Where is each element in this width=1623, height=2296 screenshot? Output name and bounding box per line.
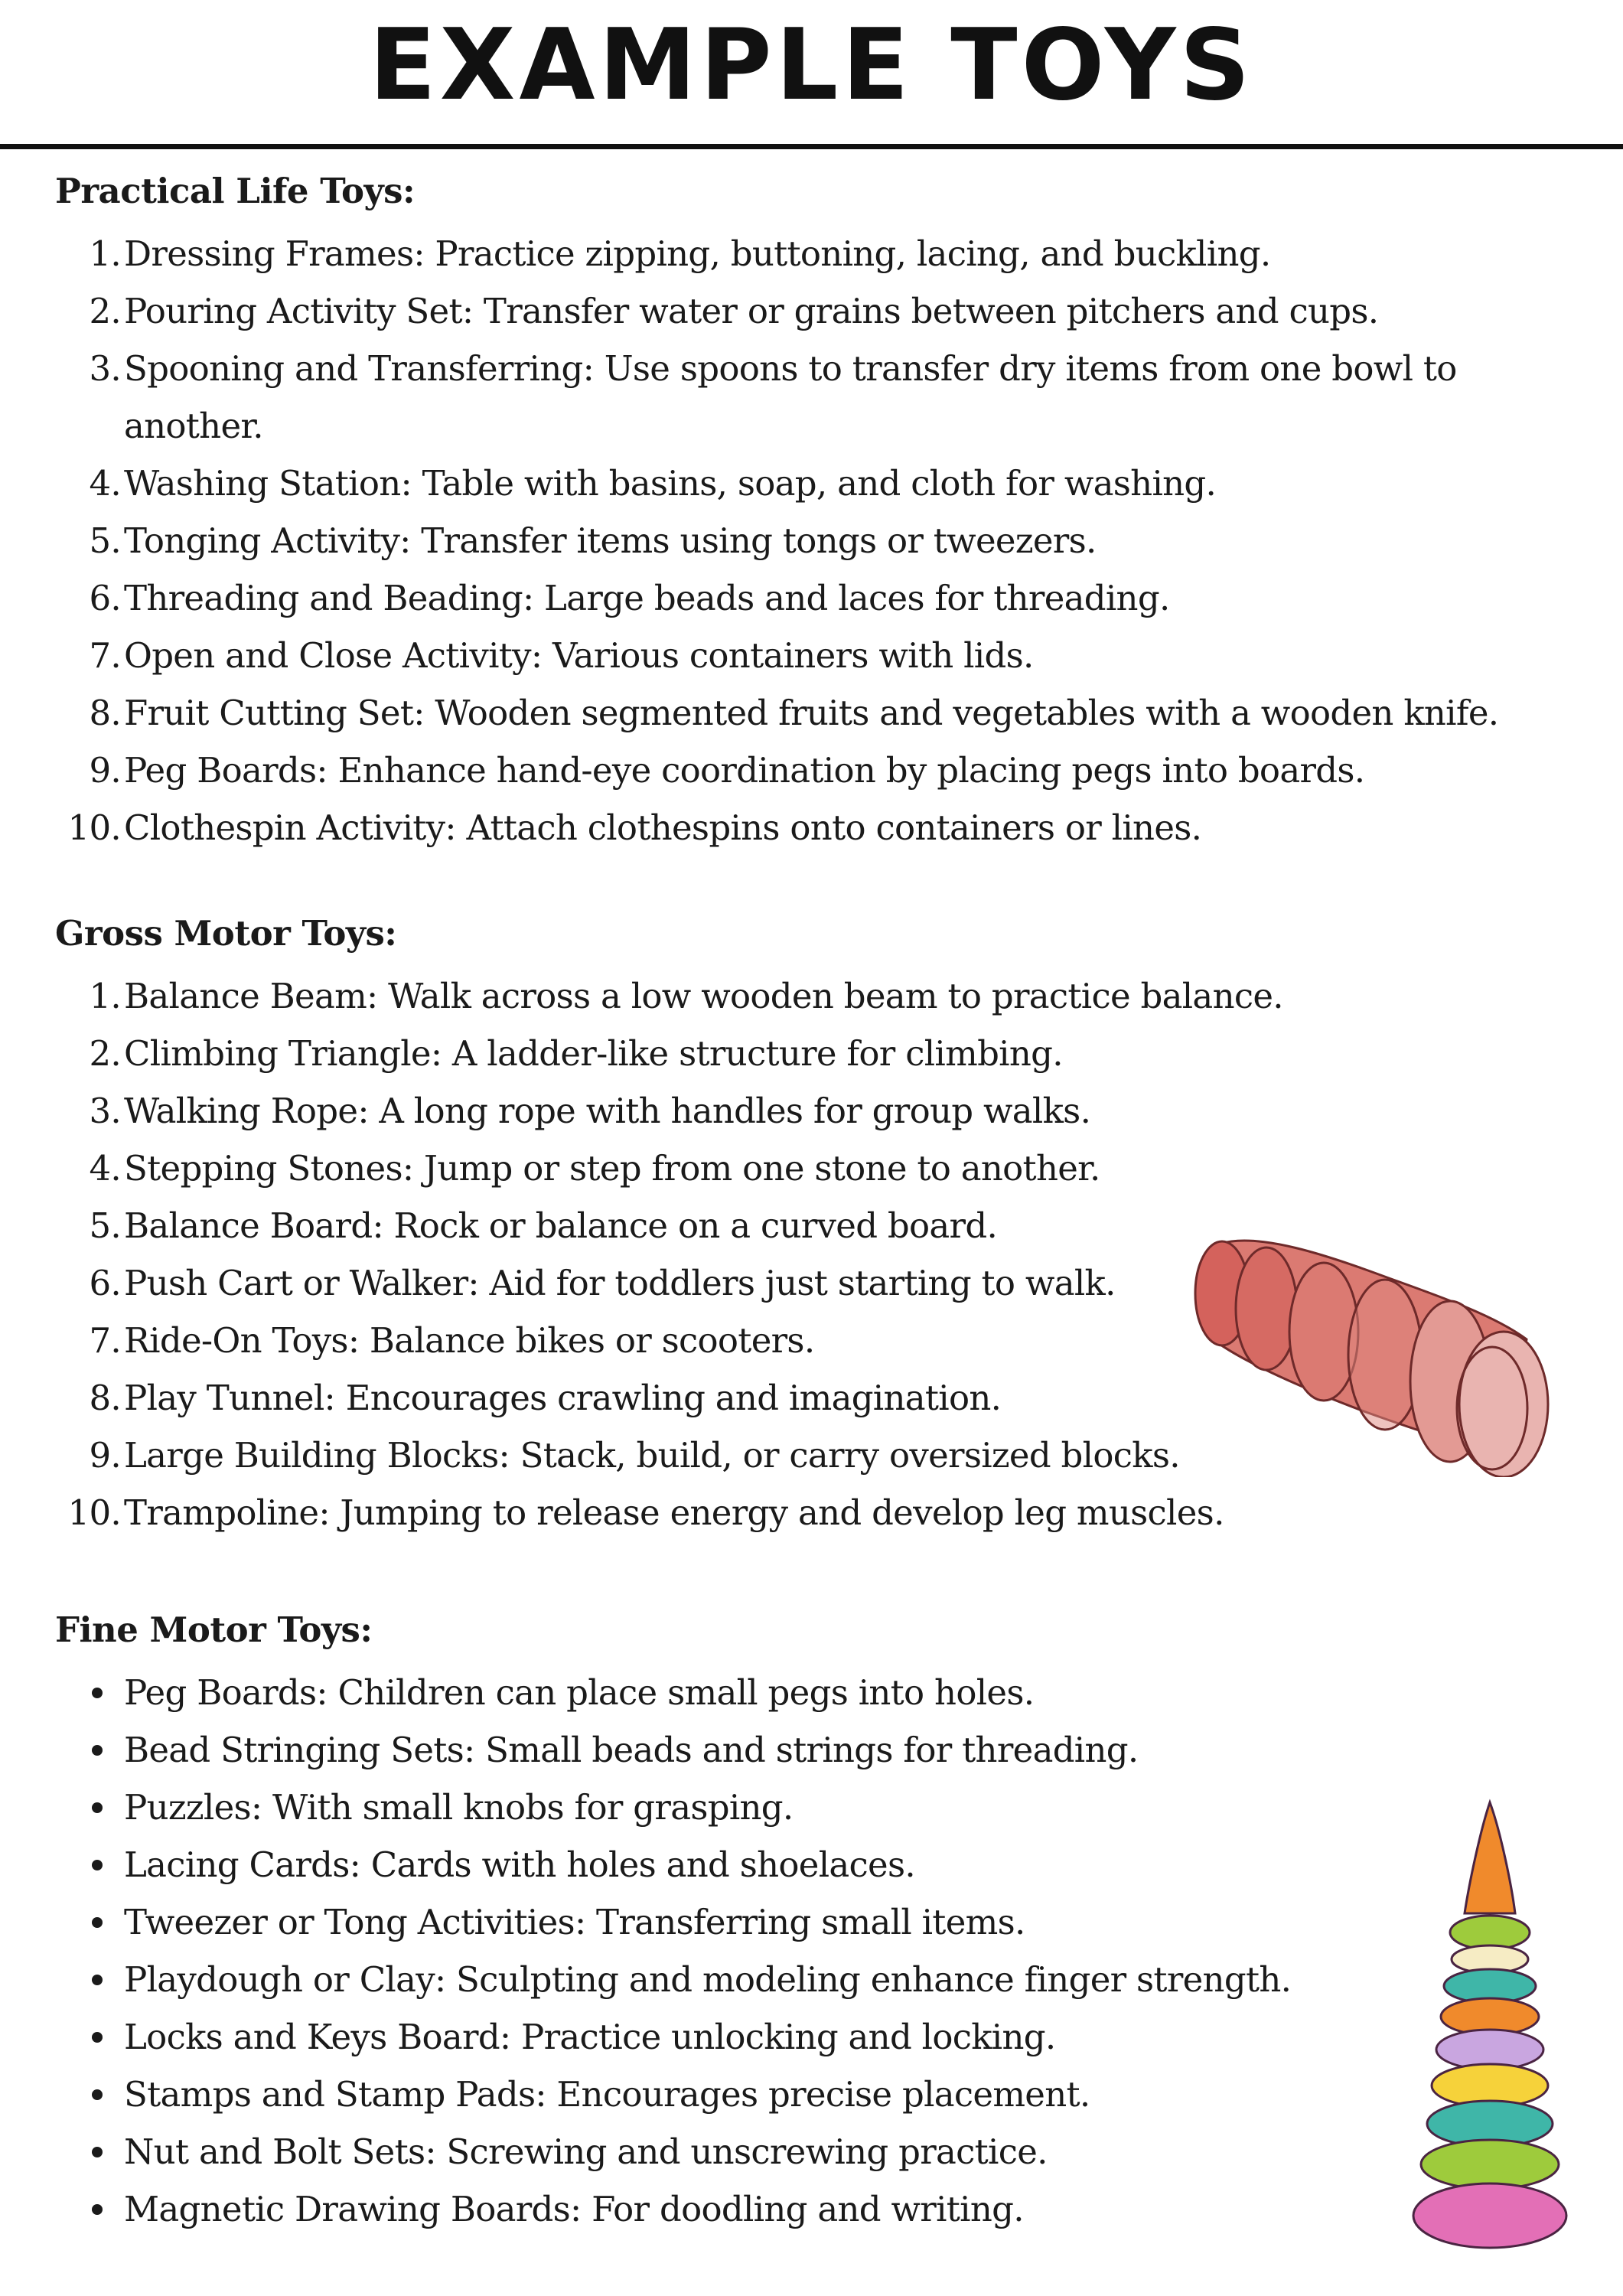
list-item [55, 225, 1586, 282]
list-item [55, 2123, 1586, 2180]
list-item [55, 1664, 1586, 1721]
item-text: Playdough or Clay: Sculpting and modeling enhance finger strength. [124, 1959, 1292, 2000]
item-text: Walking Rope: A long rope with handles for group walks. [124, 1091, 1091, 1131]
list-item [55, 340, 1586, 455]
item-number: 1. [89, 233, 121, 274]
item-text: Nut and Bolt Sets: Screwing and unscrewing practice. [124, 2131, 1048, 2172]
list-item [55, 2180, 1586, 2238]
item-text: Locks and Keys Board: Practice unlocking and locking. [124, 2017, 1056, 2057]
list-item [55, 1951, 1586, 2008]
item-text: Fruit Cutting Set: Wooden segmented fruits and vegetables with a wooden knife. [124, 693, 1499, 733]
item-text: Pouring Activity Set: Transfer water or grains between pitchers and cups. [124, 291, 1379, 331]
list-item [55, 569, 1586, 627]
play-tunnel-icon [1190, 1225, 1557, 1477]
fine-motor-list [55, 1664, 1586, 2238]
item-text: Play Tunnel: Encourages crawling and imagination. [124, 1378, 1002, 1418]
item-text: Lacing Cards: Cards with holes and shoelaces. [124, 1844, 915, 1885]
item-text: Large Building Blocks: Stack, build, or carry oversized blocks. [124, 1435, 1180, 1476]
list-item [55, 627, 1586, 684]
list-item [55, 282, 1586, 340]
page-title: EXAMPLE TOYS [369, 8, 1254, 122]
list-item [55, 2008, 1586, 2066]
list-item [55, 1082, 1586, 1140]
practical-life-heading: Practical Life Toys: [55, 171, 416, 211]
item-text: Balance Board: Rock or balance on a curved board. [124, 1205, 998, 1246]
item-text: Tonging Activity: Transfer items using tongs or tweezers. [124, 520, 1097, 561]
bullet-icon [92, 1860, 103, 1870]
item-number: 9. [89, 750, 121, 791]
practical-life-section [55, 168, 1586, 856]
item-number: 1. [89, 976, 121, 1016]
bullet-icon [92, 1917, 103, 1928]
item-number: 6. [89, 578, 121, 618]
item-number: 2. [89, 1033, 121, 1074]
item-text: Climbing Triangle: A ladder-like structure for climbing. [124, 1033, 1063, 1074]
list-item [55, 684, 1586, 742]
bullet-icon [92, 2032, 103, 2043]
item-text: Peg Boards: Enhance hand-eye coordination by placing pegs into boards. [124, 750, 1365, 791]
item-text: Peg Boards: Children can place small pegs into holes. [124, 1672, 1035, 1713]
bullet-icon [92, 1802, 103, 1813]
item-number: 3. [89, 348, 121, 389]
item-text: Magnetic Drawing Boards: For doodling and writing. [124, 2189, 1024, 2229]
item-number: 8. [89, 1378, 121, 1418]
item-text: Puzzles: With small knobs for grasping. [124, 1787, 794, 1828]
item-text: Spooning and Transferring: Use spoons to transfer dry items from one bowl to another. [124, 348, 1457, 446]
bullet-icon [92, 2147, 103, 2157]
title-divider [0, 144, 1623, 149]
item-text: Dressing Frames: Practice zipping, buttoning, lacing, and buckling. [124, 233, 1271, 274]
bullet-icon [92, 1975, 103, 1985]
item-number: 4. [89, 463, 121, 504]
item-number: 5. [89, 1205, 121, 1246]
item-number: 10. [67, 807, 121, 848]
list-item [55, 1484, 1586, 1541]
list-item [55, 455, 1586, 512]
item-text: Clothespin Activity: Attach clothespins onto containers or lines. [124, 807, 1202, 848]
fine-motor-heading: Fine Motor Toys: [55, 1609, 373, 1650]
item-text: Open and Close Activity: Various containers with lids. [124, 635, 1034, 676]
list-item [55, 1779, 1586, 1836]
list-item [55, 967, 1586, 1025]
item-number: 4. [89, 1148, 121, 1189]
item-number: 5. [89, 520, 121, 561]
item-number: 10. [67, 1492, 121, 1533]
ring-stacker-icon [1408, 1799, 1572, 2254]
item-number: 6. [89, 1263, 121, 1303]
item-number: 9. [89, 1435, 121, 1476]
list-item [55, 1140, 1586, 1197]
gross-motor-heading: Gross Motor Toys: [55, 913, 397, 954]
item-text: Tweezer or Tong Activities: Transferring small items. [124, 1902, 1025, 1942]
fine-motor-section [55, 1607, 1586, 2238]
item-text: Stamps and Stamp Pads: Encourages precise placement. [124, 2074, 1090, 2115]
item-number: 7. [89, 635, 121, 676]
list-item [55, 799, 1586, 856]
bullet-icon [92, 2204, 103, 2215]
practical-life-list [55, 225, 1586, 856]
bullet-icon [92, 2089, 103, 2100]
item-number: 2. [89, 291, 121, 331]
list-item [55, 2066, 1586, 2123]
item-text: Trampoline: Jumping to release energy and develop leg muscles. [124, 1492, 1224, 1533]
item-text: Washing Station: Table with basins, soap, and cloth for washing. [124, 463, 1217, 504]
list-item [55, 1025, 1586, 1082]
list-item [55, 1836, 1586, 1893]
item-text: Stepping Stones: Jump or step from one stone to another. [124, 1148, 1100, 1189]
list-item [55, 512, 1586, 569]
list-item [55, 1893, 1586, 1951]
item-number: 3. [89, 1091, 121, 1131]
item-text: Push Cart or Walker: Aid for toddlers just starting to walk. [124, 1263, 1116, 1303]
list-item [55, 1721, 1586, 1779]
item-number: 7. [89, 1320, 121, 1361]
item-number: 8. [89, 693, 121, 733]
item-text: Threading and Beading: Large beads and laces for threading. [124, 578, 1170, 618]
item-text: Balance Beam: Walk across a low wooden beam to practice balance. [124, 976, 1283, 1016]
item-text: Ride-On Toys: Balance bikes or scooters. [124, 1320, 815, 1361]
bullet-icon [92, 1745, 103, 1756]
bullet-icon [92, 1688, 103, 1698]
item-text: Bead Stringing Sets: Small beads and strings for threading. [124, 1730, 1139, 1770]
list-item [55, 742, 1586, 799]
